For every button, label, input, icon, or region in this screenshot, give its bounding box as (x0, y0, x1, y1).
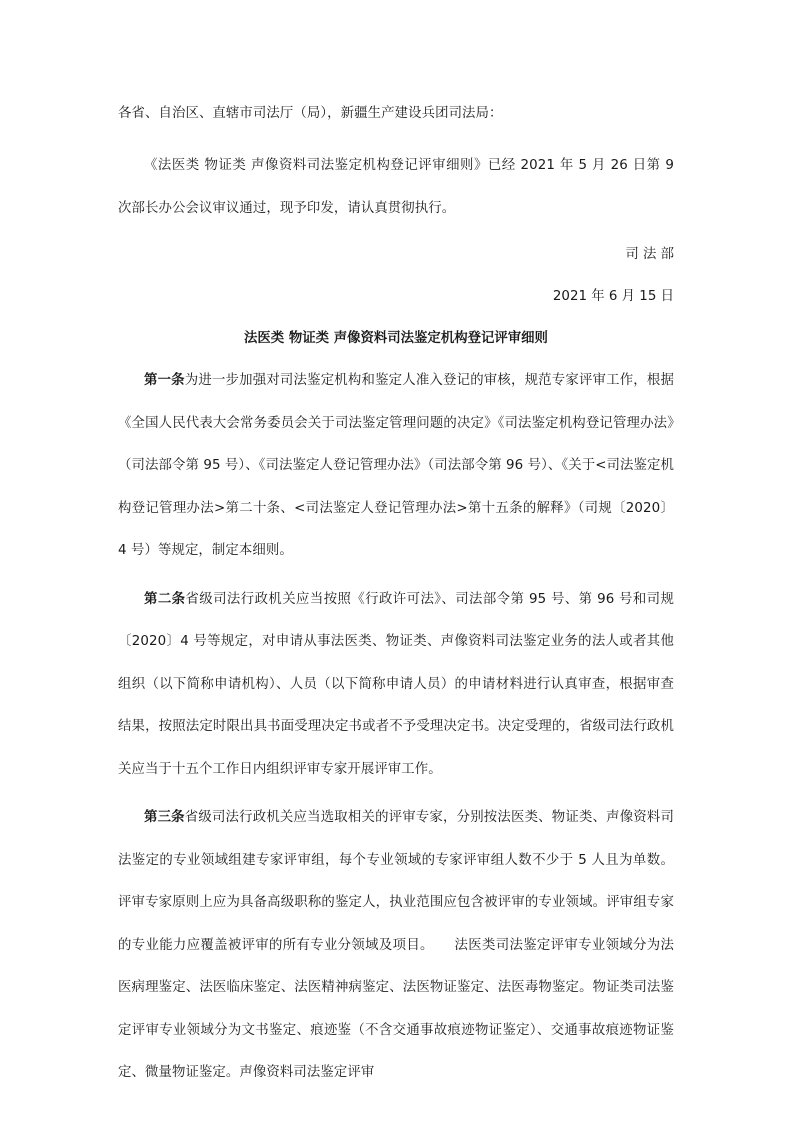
article-2 (118, 579, 674, 792)
article-3-label: 第三条 (144, 810, 185, 825)
signature: 司 法 部 (625, 247, 674, 262)
notice-paragraph: 《法医类 物证类 声像资料司法鉴定机构登记评审细则》已经 2021 年 5 月 26 日第 9 次部长办公会议审议通过，现予印发，请认真贯彻执行。 (118, 158, 674, 216)
salutation: 各省、自治区、直辖市司法厅（局），新疆生产建设兵团司法局： (118, 106, 503, 121)
article-1 (118, 360, 674, 573)
article-2-text: 省级司法行政机关应当按照《行政许可法》、司法部令第 95 号、第 96 号和司规〔2020〕4 号等规定，对申请从事法医类、物证类、声像资料司法鉴定业务的法人或者其他组织（以下简称申请机构）、人员（以下简称申请人员）的申请材料进行认真审查，根据审查结果，按照法定时限出具书面受理决定书或者不予受理决定书。决定受理的，省级司法行政机关应当于十五个工作日内组织评审专家开展评审工作。 (118, 591, 674, 777)
article-3 (118, 797, 674, 1095)
document-page (118, 103, 674, 1095)
article-1-label: 第一条 (144, 373, 185, 388)
article-3-text: 省级司法行政机关应当选取相关的评审专家，分别按法医类、物证类、声像资料司法鉴定的专业领域组建专家评审组，每个专业领域的专家评审组人数不少于 5 人且为单数。评审专家原则上应为具备高级职称的鉴定人，执业范围应包含被评审的专业领域。评审组专家的专业能力应覆盖被评审的所有专业分领域及项目。 法医类司法鉴定评审专业领域分为法医病理鉴定、法医临床鉴定、法医精神病鉴定、法医物证鉴定、法医毒物鉴定。物证类司法鉴定评审专业领域分为文书鉴定、痕迹鉴（不含交通事故痕迹物证鉴定）、交通事故痕迹物证鉴定、微量物证鉴定。声像资料司法鉴定评审 (118, 810, 674, 1080)
article-2-label: 第二条 (144, 591, 186, 607)
document-title: 法医类 物证类 声像资料司法鉴定机构登记评审细则 (244, 331, 548, 346)
article-1-text: 为进一步加强对司法鉴定机构和鉴定人准入登记的审核，规范专家评审工作，根据《全国人民代表大会常务委员会关于司法鉴定管理问题的决定》《司法鉴定机构登记管理办法》（司法部令第 95 号）、《司法鉴定人登记管理办法》（司法部令第 96 号）、《关于<司法鉴定机构登记管理办法>第二十条、<司法鉴定人登记管理办法>第十五条的解释》（司规〔2020〕4 号）等规定，制定本细则。 (118, 373, 674, 558)
issue-date: 2021 年 6 月 15 日 (552, 289, 674, 304)
